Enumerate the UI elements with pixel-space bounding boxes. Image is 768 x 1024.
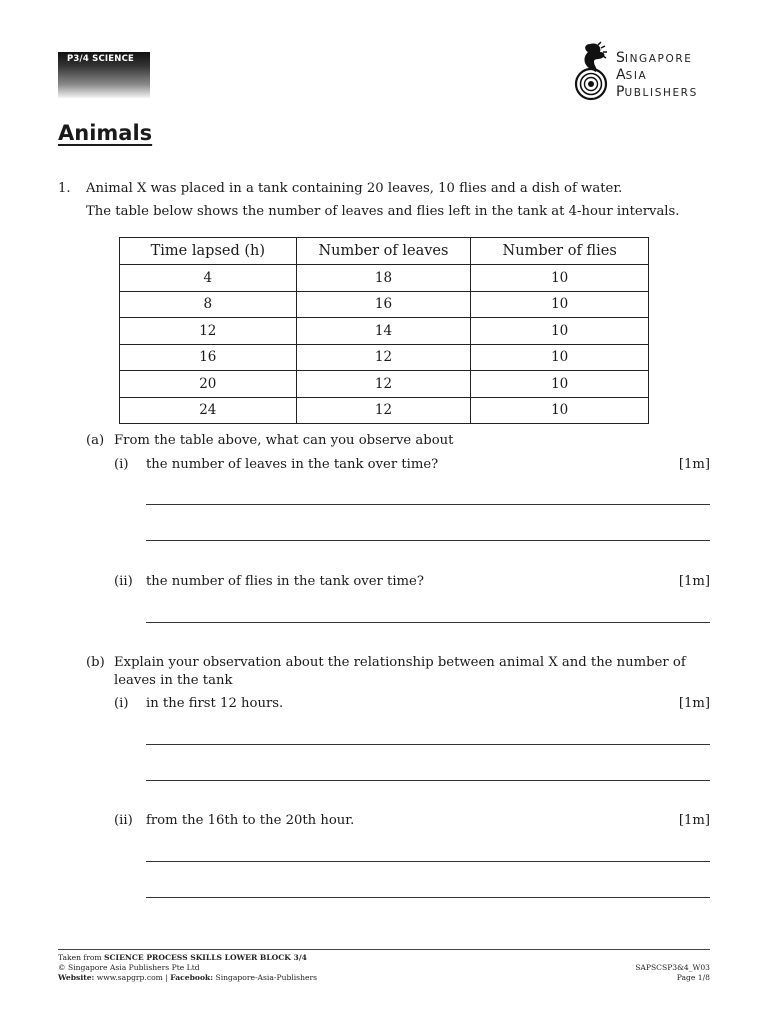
part-a-i-label: (i) [114, 457, 129, 472]
part-a-label: (a) [86, 433, 105, 448]
question-stem-line-1: Animal X was placed in a tank containing 20 leaves, 10 flies and a dish of water. [86, 181, 623, 196]
answer-line[interactable] [146, 780, 710, 781]
table-cell: 20 [120, 371, 297, 398]
facebook-link[interactable]: Singapore-Asia-Publishers [213, 973, 317, 982]
table-header-flies: Number of flies [471, 238, 649, 265]
footer-source: Taken from SCIENCE PROCESS SKILLS LOWER BLOCK 3/4 [58, 953, 307, 962]
table-cell: 12 [296, 344, 471, 371]
part-b-i-text: in the first 12 hours. [146, 696, 284, 711]
part-b-ii-mark: [1m] [678, 813, 710, 828]
part-b-i-mark: [1m] [678, 696, 710, 711]
subject-tag [58, 52, 150, 98]
table-cell: 18 [296, 265, 471, 292]
part-b-ii-text: from the 16th to the 20th hour. [146, 813, 355, 828]
table-row [120, 318, 649, 345]
subject-tag-label: P3/4 SCIENCE [67, 54, 135, 64]
table-cell: 10 [471, 344, 649, 371]
table-cell: 10 [471, 291, 649, 318]
question-number: 1. [58, 181, 71, 196]
table-row [120, 265, 649, 292]
part-a-ii-text: the number of flies in the tank over time? [146, 574, 424, 589]
answer-line[interactable] [146, 504, 710, 505]
part-b-text-line-2: leaves in the tank [114, 673, 233, 688]
table-header-row [120, 238, 649, 265]
table-cell: 14 [296, 318, 471, 345]
seahorse-logo-icon [572, 40, 612, 104]
table-cell: 12 [296, 371, 471, 398]
table-cell: 4 [120, 265, 297, 292]
table-cell: 12 [120, 318, 297, 345]
table-row [120, 397, 649, 424]
footer-links: Website: www.sapgrp.com | Facebook: Singapore-Asia-Publishers [58, 973, 317, 982]
website-link[interactable]: www.sapgrp.com | [94, 973, 171, 982]
footer-code: SAPSCSP3&4_W03 [635, 963, 710, 972]
table-cell: 10 [471, 371, 649, 398]
part-b-label: (b) [86, 655, 105, 670]
table-header-leaves: Number of leaves [296, 238, 471, 265]
page-number: Page 1/8 [676, 973, 710, 982]
answer-line[interactable] [146, 622, 710, 623]
part-a-i-text: the number of leaves in the tank over time? [146, 457, 439, 472]
question-stem-line-2: The table below shows the number of leaves and flies left in the tank at 4-hour intervals. [86, 204, 680, 219]
publisher-name-line-2: ASIA [616, 67, 648, 83]
answer-line[interactable] [146, 744, 710, 745]
table-cell: 12 [296, 397, 471, 424]
table-cell: 10 [471, 265, 649, 292]
table-cell: 16 [120, 344, 297, 371]
answer-line[interactable] [146, 897, 710, 898]
table-cell: 10 [471, 397, 649, 424]
table-header-time: Time lapsed (h) [120, 238, 297, 265]
footer-copyright: © Singapore Asia Publishers Pte Ltd [58, 963, 200, 972]
publisher-name-line-3: PUBLISHERS [616, 84, 698, 100]
answer-line[interactable] [146, 861, 710, 862]
table-row [120, 291, 649, 318]
part-a-ii-mark: [1m] [678, 574, 710, 589]
answer-line[interactable] [146, 540, 710, 541]
publisher-name-line-1: SINGAPORE [616, 50, 693, 66]
publisher-logo [572, 40, 722, 104]
part-b-text-line-1: Explain your observation about the relationship between animal X and the number of [114, 655, 686, 670]
table-cell: 10 [471, 318, 649, 345]
table-cell: 16 [296, 291, 471, 318]
footer-divider [58, 949, 710, 950]
part-a-i-mark: [1m] [678, 457, 710, 472]
page-title: Animals [58, 121, 153, 145]
table-row [120, 344, 649, 371]
part-b-ii-label: (ii) [114, 813, 133, 828]
table-cell: 8 [120, 291, 297, 318]
table-row [120, 371, 649, 398]
table-cell: 24 [120, 397, 297, 424]
part-b-i-label: (i) [114, 696, 129, 711]
part-a-text: From the table above, what can you observe about [114, 433, 454, 448]
part-a-ii-label: (ii) [114, 574, 133, 589]
data-table [119, 237, 649, 424]
